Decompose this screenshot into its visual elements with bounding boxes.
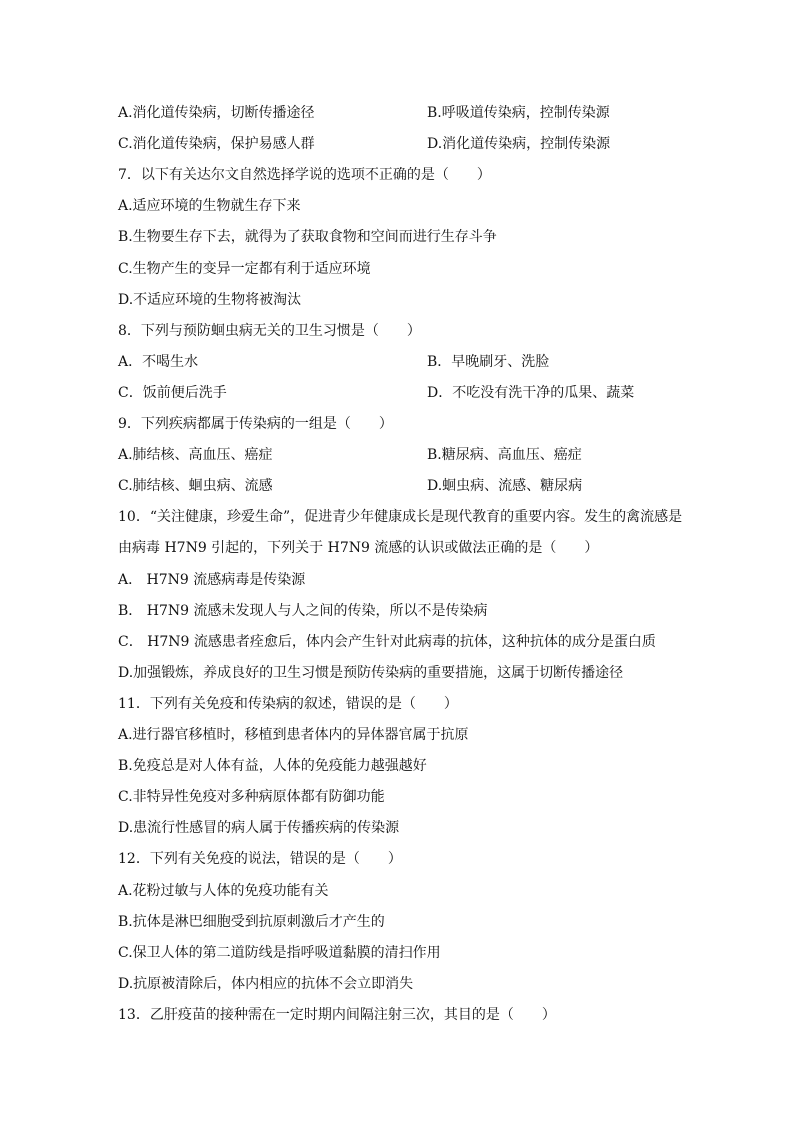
option-left: C.肺结核、蛔虫病、流感 — [118, 478, 273, 494]
question-stem: 13．乙肝疫苗的接种需在一定时期内间隔注射三次，其目的是（ ） — [118, 1007, 556, 1023]
text-line: B.免疫总是对人体有益，人体的免疫能力越强越好 — [118, 758, 427, 774]
option-right: D.蛔虫病、流感、糖尿病 — [427, 478, 583, 494]
question-stem: 8．下列与预防蛔虫病无关的卫生习惯是（ ） — [118, 323, 421, 339]
text-line: B． H7N9 流感未发现人与人之间的传染，所以不是传染病 — [118, 603, 488, 619]
option-row — [118, 134, 718, 154]
text-line: D.不适应环境的生物将被淘汰 — [118, 292, 302, 308]
text-line: A.花粉过敏与人体的免疫功能有关 — [118, 883, 329, 899]
option-left: C．饭前便后洗手 — [118, 385, 227, 401]
option-right: B.呼吸道传染病，控制传染源 — [427, 105, 610, 121]
option-right: D．不吃没有洗干净的瓜果、蔬菜 — [427, 385, 635, 401]
text-line: C.生物产生的变异一定都有利于适应环境 — [118, 261, 371, 277]
text-line: C.保卫人体的第二道防线是指呼吸道黏膜的清扫作用 — [118, 945, 441, 961]
option-left: A.肺结核、高血压、癌症 — [118, 447, 273, 463]
text-line: C． H7N9 流感患者痊愈后，体内会产生针对此病毒的抗体，这种抗体的成分是蛋白质 — [118, 634, 656, 650]
option-left: A.消化道传染病，切断传播途径 — [118, 105, 315, 121]
text-line: A.进行器官移植时，移植到患者体内的异体器官属于抗原 — [118, 727, 469, 743]
question-stem: 7．以下有关达尔文自然选择学说的选项不正确的是（ ） — [118, 167, 491, 183]
text-line: 由病毒 H7N9 引起的，下列关于 H7N9 流感的认识或做法正确的是（ ） — [118, 540, 599, 556]
text-line: A． H7N9 流感病毒是传染源 — [118, 572, 306, 588]
option-right: D.消化道传染病，控制传染源 — [427, 136, 611, 152]
option-row — [118, 476, 718, 496]
option-right: B.糖尿病、高血压、癌症 — [427, 447, 582, 463]
text-line: D.患流行性感冒的病人属于传播疾病的传染源 — [118, 820, 400, 836]
text-line: D.加强锻炼，养成良好的卫生习惯是预防传染病的重要措施，这属于切断传播途径 — [118, 665, 624, 681]
option-right: B．早晚刷牙、洗脸 — [427, 354, 550, 370]
option-row — [118, 445, 718, 465]
option-row — [118, 352, 718, 372]
option-left: C.消化道传染病，保护易感人群 — [118, 136, 315, 152]
text-line: D.抗原被清除后，体内相应的抗体不会立即消失 — [118, 976, 414, 992]
text-line: C.非特异性免疫对多种病原体都有防御功能 — [118, 789, 385, 805]
option-row — [118, 383, 718, 403]
text-line: B.抗体是淋巴细胞受到抗原刺激后才产生的 — [118, 914, 385, 930]
option-row — [118, 103, 718, 123]
question-stem: 12．下列有关免疫的说法，错误的是（ ） — [118, 851, 402, 867]
text-line: A.适应环境的生物就生存下来 — [118, 198, 301, 214]
text-line: B.生物要生存下去，就得为了获取食物和空间而进行生存斗争 — [118, 229, 497, 245]
question-stem: 11．下列有关免疫和传染病的叙述，错误的是（ ） — [118, 696, 458, 712]
option-left: A．不喝生水 — [118, 354, 199, 370]
question-stem: 9．下列疾病都属于传染病的一组是（ ） — [118, 416, 393, 432]
question-stem: 10．“关注健康，珍爱生命”，促进青少年健康成长是现代教育的重要内容。发生的禽流感是 — [118, 509, 683, 525]
